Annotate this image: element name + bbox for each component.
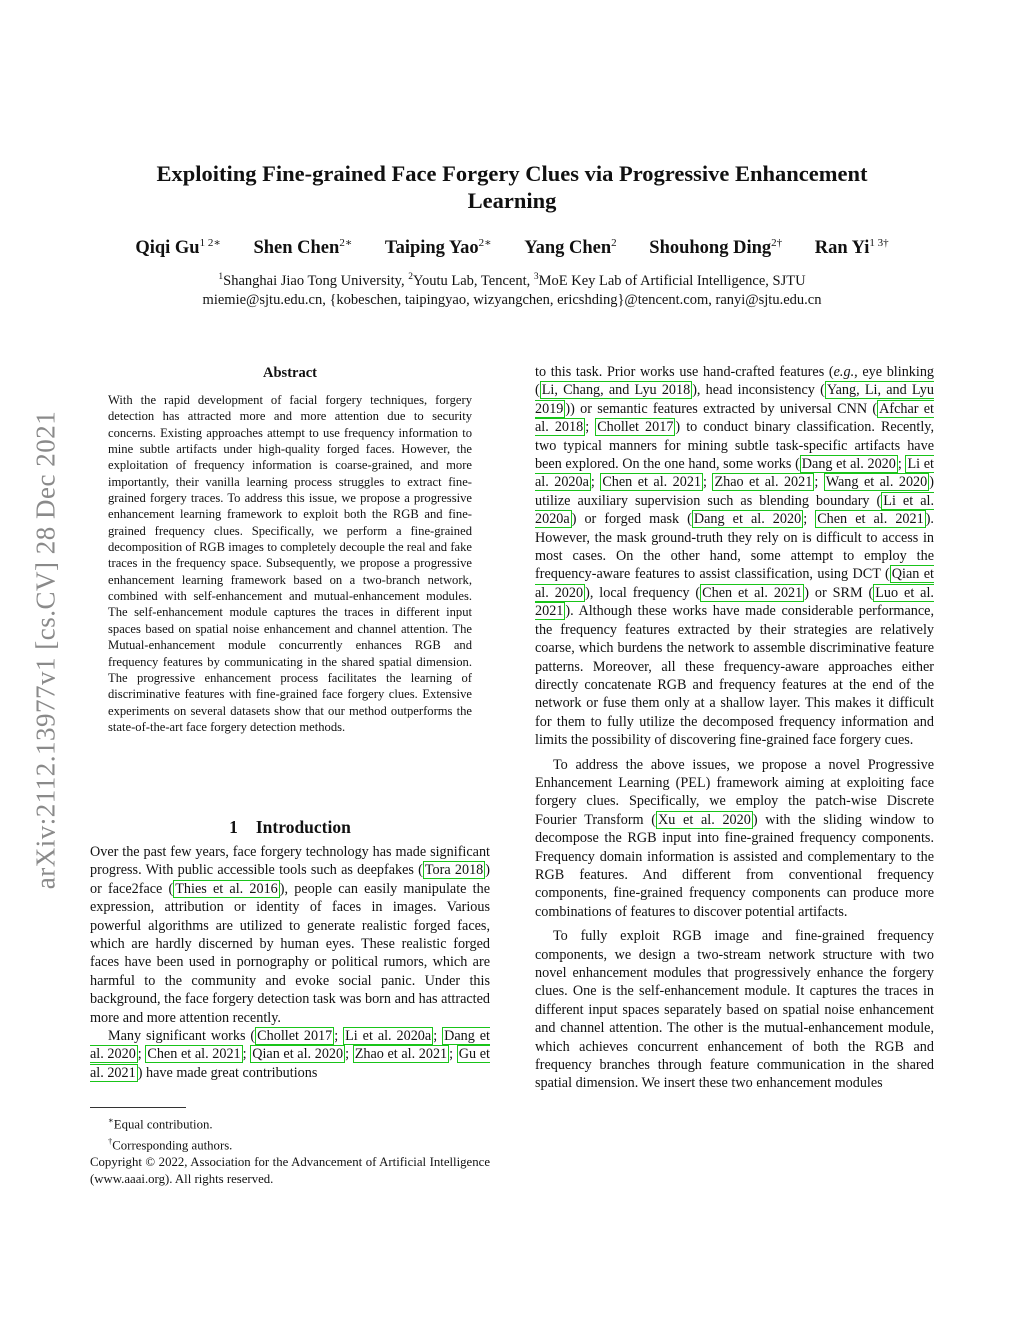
citation-link[interactable]: Xu et al. 2020 [658, 811, 751, 828]
footnote: ∗Equal contribution. [108, 1115, 213, 1132]
citation-link[interactable]: Li, Chang, and Lyu 2018 [541, 382, 691, 399]
author: Ran $Yi^{1 3\dagger}$ [814, 237, 889, 259]
author-list [60, 236, 964, 259]
author: Shen Chen$^{2∗}$ [253, 237, 353, 259]
citation-link[interactable]: Chollet 2017 [257, 1028, 333, 1045]
footnote: †Corresponding authors. [108, 1136, 233, 1153]
section-heading: 1 Introduction [229, 817, 351, 837]
author: Shouhong Ding$^{2\dagger}$ [649, 237, 783, 259]
author: Qiqi $Gu^{1 2∗}$ [135, 237, 221, 259]
citation-link[interactable]: Li et al. 2020a [535, 492, 934, 528]
footnotes [90, 1112, 490, 1188]
citation-link[interactable]: Qian et al. 2020 [535, 566, 934, 601]
citation-link[interactable]: Dang et al. 2020 [801, 456, 896, 473]
abstract-text: With the rapid development of facial forgery techniques, forgery detection has attracted more and more attention due to security concerns. Existing approaches attempt to use frequency information to mine subtle artifacts under high-quality forged faces. However, the exploitation of frequency information is coarse-grained, and more importantly, their vanilla learning process struggles to extract fine-grained forgery traces. To address this issue, we propose a progressive enhancement learning framework to exploit both the RGB and fine-grained frequency clues. Specifically, we perform a fine-grained decomposition of RGB images to completely decouple the real and fake traces in the frequency space. Subsequently, we propose a progressive enhancement learning framework based on a two-branch network, combined with self-enhancement and mutual-enhancement modules. The self-enhancement module captures the traces in different input spaces based on spatial noise enhancement and channel attention. The Mutual-enhancement module concurrently enhances RGB and frequency features by communicating in the shared spatial dimension. The progressive enhancement process facilitates the learning of discriminative features with fine-grained face forgery clues. Extensive experiments on several datasets show that our method outperforms the state-of-the-art face forgery detection methods. [108, 393, 472, 734]
paragraph: to this task. Prior works use hand-crafted features (e.g., eye blinking ( Li, Chang, and Lyu 2018 ), head inconsistency ( Yang, Li, and Lyu 2019 )) or semantic features extracted by universal CNN ( Afchar et al. 2018 ; Chollet 2017 ) to conduct binary classification. Recently, two typical manners for mining subtle task-specific artifacts have been explored. On the one hand, some works ( Dang et al. 2020 ; Li et al. 2020a ; Chen et al. 2021 ; Zhao et al. 2021 ; Wang et al. 2020 ) utilize auxiliary supervision such as blending boundary ( Li et al. 2020a ) or forged mask ( Dang et al. 2020 ; Chen et al. 2021 ). However, the mask ground-truth they rely on is difficult to access in most cases. On the other hand, some attempt to employ the frequency-aware features to assist classification, using DCT ( Qian et al. 2020 ), local frequency ( Chen et al. 2021 ) or SRM ( Luo et al. 2021 ). Although these works have made considerable performance, the frequency features extracted by their strategies are relatively coarse, which burdens the network to assemble discriminative feature patterns. Moreover, all these frequency-aware approaches either directly concatenate RGB and frequency features at the end of the network or fuse them only at a shallow layer. This makes it difficult for them to fully utilize the decomposed frequency information and limits the possibility of discovering fine-grained face forgery cues. [535, 364, 935, 749]
citation-link[interactable]: Chen et al. 2021 [147, 1046, 241, 1063]
abstract-heading: Abstract [263, 365, 317, 381]
paragraph: To address the above issues, we propose a novel Progressive Enhancement Learning (PEL) framework aiming at exploiting face forgery clues. Specifically, we employ the patch-wise Discrete Fourier Transform ( Xu et al. 2020 ) with the sliding window to decompose the RGB input into fine-grained frequency components. Frequency domain information is assisted and complementary to the RGB features. And different from conventional frequency components, fine-grained frequency components can produce more combinations of features to discover potential artifacts. [535, 756, 934, 920]
copyright-notice: Copyright © 2022, Association for the Advancement of Artificial Intelligence (www.aaai.org). All rights reserved. [90, 1155, 490, 1186]
arxiv-stamp [26, 350, 66, 950]
arxiv-stamp-text: arXiv:2112.13977v1 [cs.CV] 28 Dec 2021 [30, 410, 61, 890]
citation-link[interactable]: Dang et al. 2020 [693, 511, 802, 528]
affiliations [60, 268, 964, 310]
author: Taiping Yao$^{2∗}$ [384, 237, 492, 259]
citation-link[interactable]: Yang, Li, and Lyu 2019 [535, 382, 934, 417]
author-emails: miemie@sjtu.edu.cn, {kobeschen, taipingyao, wizyangchen, ericshding}@tencent.com, ranyi@sjtu.edu.cn [202, 291, 822, 308]
citation-link[interactable]: Thies et al. 2016 [175, 880, 278, 897]
citation-link[interactable]: Tora 2018 [424, 862, 484, 879]
citation-link[interactable]: Li et al. 2020a [345, 1028, 432, 1045]
paper-title: Exploiting Fine-grained Face Forgery Clues via Progressive Enhancement Learning [156, 161, 868, 213]
left-column-body [90, 843, 490, 1082]
citation-link[interactable]: Wang et al. 2020 [825, 474, 928, 491]
author: Yang Chen$^2$ [524, 237, 617, 259]
citation-link[interactable]: Gu et al. 2021 [90, 1046, 490, 1081]
paragraph: Many significant works ( Chollet 2017 ; Li et al. 2020a ; Dang et al. 2020 ; Chen et al. 2021 ; Qian et al. 2020 ; Zhao et al. 2021 ; Gu et al. 2021 ) have made great contributions [90, 1028, 490, 1081]
citation-link[interactable]: Dang et al. 2020 [90, 1028, 490, 1063]
citation-link[interactable]: Chen et al. 2021 [602, 474, 702, 491]
paragraph: Over the past few years, face forgery technology has made significant progress. With public accessible tools such as deepfakes ( Tora 2018 ) or face2face ( Thies et al. 2016 ), people can easily manipulate the expression, attribution or identity of faces in images. Various powerful algorithms are utilized to generate realistic forged faces, which are hardly discerned by human eyes. These realistic forged faces have been used in pornography or political rumors, which are harmful to the community and evoke social panic. Under this background, the face forgery detection task was born and has attracted more and more attention recently. [90, 844, 490, 1026]
citation-link[interactable]: Zhao et al. 2021 [714, 474, 813, 491]
citation-link[interactable]: Li et al. 2020a [535, 456, 934, 491]
citation-link[interactable]: Afchar et al. 2018 [535, 400, 934, 436]
citation-link[interactable]: Qian et al. 2020 [252, 1046, 344, 1063]
right-column-body [535, 363, 934, 1093]
citation-link[interactable]: Zhao et al. 2021 [354, 1046, 448, 1063]
affiliation-line: $^1$Shanghai Jiao Tong University, $^2$Youtu Lab, Tencent, $^3$MoE Key Lab of Artificial Intelligence, SJTU [218, 272, 806, 289]
footnote-rule [90, 1107, 186, 1108]
citation-link[interactable]: Chollet 2017 [597, 419, 674, 436]
citation-link[interactable]: Chen et al. 2021 [702, 584, 803, 601]
citation-link[interactable]: Chen et al. 2021 [817, 511, 924, 528]
citation-link[interactable]: Luo et al. 2021 [535, 584, 934, 620]
paragraph: To fully exploit RGB image and fine-grained frequency components, we design a two-stream network structure with two novel enhancement modules that progressively enhance the forgery clues. One is the self-enhancement module. It captures the traces in different input spaces separately based on spatial noise enhancement and channel attention. The other is the mutual-enhancement module, which achieves concurrent enhancement of both the RGB and frequency branches through feature communication in the shared spatial dimension. We insert these two enhancement modules [535, 928, 934, 1092]
